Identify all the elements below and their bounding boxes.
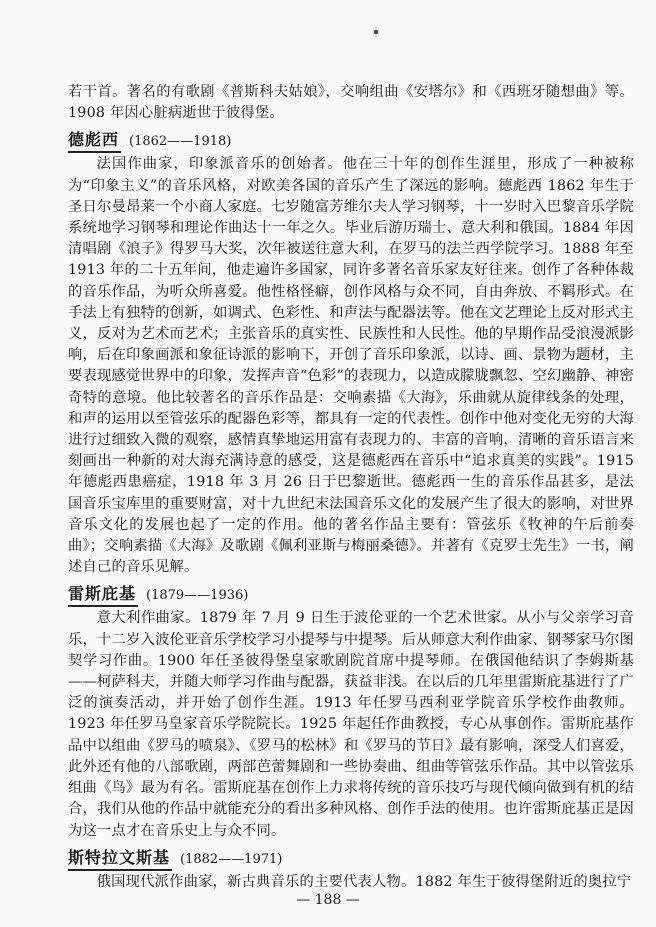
page-content [68,82,634,893]
section-heading-stravinsky [68,845,634,870]
section-body-debussy: 法国作曲家，印象派音乐的创始者。他在三十年的创作生涯里，形成了一种被称为“印象主义”的音乐风格，对欧美各国的音乐产生了深远的影响。德彪西 1862 年生于圣日尔曼昂莱一个小商人家庭。七岁随富芳维尔夫人学习钢琴，十一岁时入巴黎音乐学院系统地学习钢琴和理论作曲达十一年之久。毕业后游历瑞士、意大利和俄国。1884 年因清唱剧《浪子》得罗马大奖，次年被送往意大利，在罗马的法兰西学院学习。1888 年至 1913 年的二十五年间，他走遍许多国家，同许多著名音乐家友好往来。创作了各种体裁的音乐作品，为听众所喜爱。他性格怪癖，创作风格与众不同，自由奔放、不羁形式。在手法上有独特的创新，如调式、色彩性、和声法与配器法等。他在文艺理论上反对形式主义，反对为艺术而艺术；主张音乐的真实性、民族性和人民性。他的早期作品受浪漫派影响，后在印象画派和象征诗派的影响下，开创了音乐印象派，以诗、画、景物为题材，主要表现感觉世界中的印象，发挥声音“色彩”的表现力，以造成朦胧飘忽、空幻幽静、神密奇特的意境。他比较著名的音乐作品是：交响素描《大海》，乐曲就从旋律线条的处理，和声的运用以至管弦乐的配器色彩等，都具有一定的代表性。创作中他对变化无穷的大海进行过细致入微的观察，感情真挚地运用富有表现力的、丰富的音响，清晰的音乐语言来刻画出一种新的对大海充满诗意的感受，这是德彪西在音乐中“追求真美的实践”。1915 年德彪西患癌症，1918 年 3 月 26 日于巴黎逝世。德彪西一生的音乐作品甚多，是法国音乐宝库里的重要财富，对十九世纪末法国音乐文化的发展产生了很大的影响，对世界音乐文化的发展也起了一定的作用。他的著名作品主要有：管弦乐《牧神的午后前奏曲》；交响素描《大海》及歌剧《佩利亚斯与梅丽桑德》。并著有《克罗士先生》一书，阐述自己的音乐见解。 [68,156,634,576]
composer-name: 斯特拉文斯基 [68,845,172,871]
intro-paragraph: 若干首。著名的有歌剧《普斯科夫姑娘》，交响组曲《安塔尔》和《西班牙随想曲》等。1908 年因心脏病逝世于彼得堡。 [68,84,634,122]
composer-dates: (1882——1971) [180,851,283,867]
section-body-stravinsky: 俄国现代派作曲家，新古典音乐的主要代表人物。1882 年生于彼得堡附近的奥拉宁 [96,873,632,890]
scan-dot [374,30,378,34]
composer-dates: (1879——1936) [146,588,249,604]
page-number: — 188 — [296,892,360,908]
section-body-respighi: 意大利作曲家。1879 年 7 月 9 日生于波伦亚的一个艺术世家。从小与父亲学习音乐，十二岁入波伦亚音乐学校学习小提琴与中提琴。后从师意大利作曲家、钢琴家马尔图契学习作曲。1900 年任圣彼得堡皇家歌剧院首席中提琴师。在俄国他结识了李姆斯基——柯萨科夫，并随大师学习作曲与配器，获益非浅。在以后的几年里雷斯庇基进行了广泛的演奏活动，并开始了创作生涯。1913 年任罗马西利亚学院音乐学校作曲教师。1923 年任罗马皇家音乐学院院长。1925 年起任作曲教授，专心从事创作。雷斯庇基作品中以组曲《罗马的喷泉》、《罗马的松林》和《罗马的节日》最有影响，深受人们喜爱，此外还有他的八部歌剧，两部芭蕾舞剧和一些协奏曲、组曲等管弦乐作品。其中以管弦乐组曲《鸟》最为有名。雷斯庇基在创作上力求将传统的音乐技巧与现代倾向做到有机的结合，我们从他的作品中就能充分的看出多种风格、创作手法的使用。也许雷斯庇基正是因为这一点才在音乐史上与众不同。 [68,610,634,839]
composer-name: 雷斯庇基 [68,581,138,607]
section-heading-debussy [68,127,634,152]
composer-name: 德彪西 [68,127,121,153]
section-heading-respighi [68,581,634,606]
composer-dates: (1862——1918) [129,134,232,150]
